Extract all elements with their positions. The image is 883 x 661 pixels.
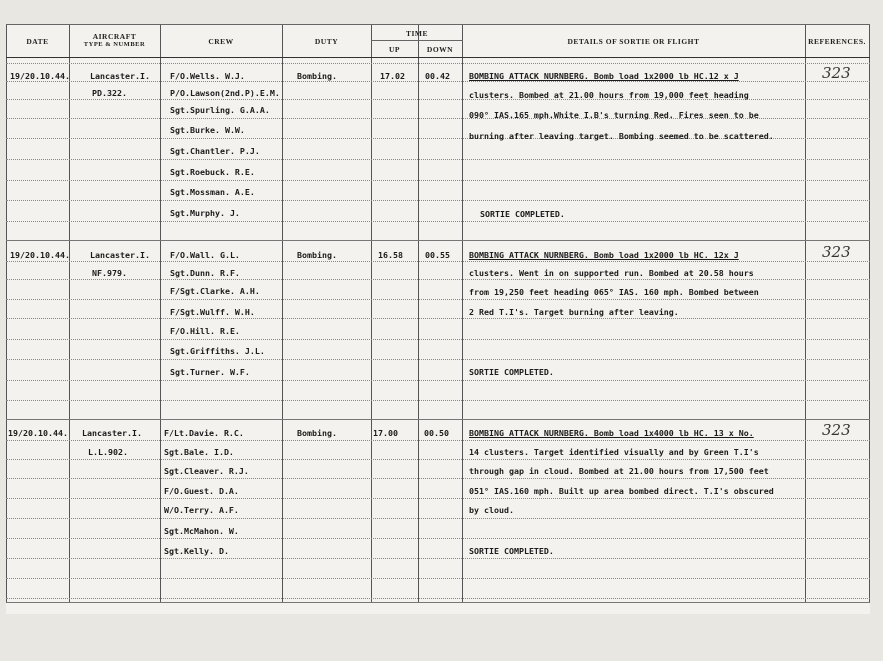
row-rule	[6, 578, 870, 579]
row-rule	[6, 221, 870, 222]
row-rule	[6, 518, 870, 519]
time-up: 17.00	[373, 428, 398, 438]
column-rule	[69, 24, 70, 602]
crew-member: Sgt.Griffiths. J.L.	[170, 346, 265, 356]
sortie-details-line: BOMBING ATTACK NURNBERG. Bomb load 1x2000 lb HC. 12x J	[469, 250, 739, 260]
header-references: REFERENCES.	[808, 37, 866, 46]
row-rule	[6, 558, 870, 559]
crew-member: F/O.Hill. R.E.	[170, 326, 240, 336]
time-down: 00.42	[425, 71, 450, 81]
sortie-details-line: 051° IAS.160 mph. Built up area bombed direct. T.I's obscured	[469, 486, 774, 496]
crew-member: Sgt.Roebuck. R.E.	[170, 167, 255, 177]
row-rule	[6, 538, 870, 539]
crew-member: F/Sgt.Wulff. W.H.	[170, 307, 255, 317]
column-rule	[371, 24, 372, 602]
row-rule	[6, 359, 870, 360]
aircraft-number: PD.322.	[92, 88, 127, 98]
row-rule	[6, 498, 870, 499]
row-rule	[6, 478, 870, 479]
crew-member: F/O.Wells. W.J.	[170, 71, 245, 81]
reference-number: 323	[822, 243, 851, 261]
row-rule	[6, 279, 870, 280]
header-date: DATE	[26, 37, 49, 46]
duty: Bombing.	[297, 71, 337, 81]
time-up: 16.58	[378, 250, 403, 260]
sortie-date: 19/20.10.44.	[8, 428, 68, 438]
row-rule	[6, 380, 870, 381]
row-rule	[6, 180, 870, 181]
time-down: 00.55	[425, 250, 450, 260]
sortie-separator-rule	[6, 602, 870, 603]
sortie-details-line: through gap in cloud. Bombed at 21.00 hours from 17,500 feet	[469, 466, 769, 476]
header-time-up: UP	[389, 45, 400, 54]
row-rule	[6, 159, 870, 160]
sortie-details-line: clusters. Bombed at 21.00 hours from 19,000 feet heading	[469, 90, 749, 100]
column-rule	[160, 24, 161, 602]
row-rule	[6, 81, 870, 82]
crew-member: Sgt.Chantler. P.J.	[170, 146, 260, 156]
row-rule	[6, 261, 870, 262]
row-rule	[6, 459, 870, 460]
crew-member: Sgt.Cleaver. R.J.	[164, 466, 249, 476]
sortie-completed: SORTIE COMPLETED.	[469, 546, 554, 556]
crew-member: P/O.Lawson(2nd.P).E.M.	[170, 88, 280, 98]
sortie-details-line: from 19,250 feet heading 065° IAS. 160 mph. Bombed between	[469, 287, 759, 297]
sortie-separator-rule	[6, 419, 870, 420]
duty: Bombing.	[297, 250, 337, 260]
row-rule	[6, 318, 870, 319]
time-subheader-rule	[371, 40, 463, 41]
column-rule	[869, 24, 870, 602]
aircraft-type: Lancaster.I.	[90, 250, 150, 260]
reference-number: 323	[822, 421, 851, 439]
header-crew: CREW	[208, 37, 234, 46]
column-rule	[805, 24, 806, 602]
sortie-separator-rule	[6, 240, 870, 241]
aircraft-type: Lancaster.I.	[90, 71, 150, 81]
column-rule	[462, 24, 463, 602]
aircraft-number: NF.979.	[92, 268, 127, 278]
row-rule	[6, 400, 870, 401]
row-rule	[6, 299, 870, 300]
sortie-details-line: 090° IAS.165 mph.White I.B's turning Red. Fires seen to be	[469, 110, 759, 120]
row-rule	[6, 339, 870, 340]
crew-member: Sgt.Murphy. J.	[170, 208, 240, 218]
sortie-date: 19/20.10.44.	[10, 71, 70, 81]
column-rule	[6, 24, 7, 602]
sortie-details-line: burning after leaving target. Bombing seemed to be scattered.	[469, 131, 774, 141]
header-time-down: DOWN	[426, 45, 454, 54]
crew-member: Sgt.Mossman. A.E.	[170, 187, 255, 197]
sortie-completed: SORTIE COMPLETED.	[469, 367, 554, 377]
header-duty: DUTY	[314, 37, 339, 46]
sortie-completed: SORTIE COMPLETED.	[480, 209, 565, 219]
sortie-details-line: 14 clusters. Target identified visually and by Green T.I's	[469, 447, 759, 457]
crew-member: Sgt.Bale. I.D.	[164, 447, 234, 457]
crew-member: Sgt.Burke. W.W.	[170, 125, 245, 135]
aircraft-number: L.L.902.	[88, 447, 128, 457]
time-down: 00.50	[424, 428, 449, 438]
sortie-details-line: by cloud.	[469, 505, 514, 515]
header-time: TIME	[405, 29, 428, 38]
crew-member: Sgt.Kelly. D.	[164, 546, 229, 556]
row-rule	[6, 63, 870, 64]
header-top-rule	[6, 24, 870, 25]
header-details: DETAILS OF SORTIE OR FLIGHT	[567, 37, 700, 46]
crew-member: Sgt.McMahon. W.	[164, 526, 239, 536]
row-rule	[6, 200, 870, 201]
duty: Bombing.	[297, 428, 337, 438]
crew-member: Sgt.Turner. W.F.	[170, 367, 250, 377]
header-bottom-rule	[6, 57, 870, 58]
column-rule	[418, 24, 419, 602]
row-rule	[6, 598, 870, 599]
sortie-details-line: clusters. Went in on supported run. Bombed at 20.58 hours	[469, 268, 754, 278]
header-aircraft: AIRCRAFT	[92, 32, 137, 41]
aircraft-type: Lancaster.I.	[82, 428, 142, 438]
crew-member: F/Lt.Davie. R.C.	[164, 428, 244, 438]
crew-member: F/O.Guest. D.A.	[164, 486, 239, 496]
crew-member: W/O.Terry. A.F.	[164, 505, 239, 515]
time-up: 17.02	[380, 71, 405, 81]
sortie-details-line: BOMBING ATTACK NURNBERG. Bomb load 1x2000 lb HC.12 x J	[469, 71, 739, 81]
header-aircraft-type: TYPE & NUMBER	[83, 41, 146, 48]
row-rule	[6, 440, 870, 441]
crew-member: F/Sgt.Clarke. A.H.	[170, 286, 260, 296]
crew-member: Sgt.Dunn. R.F.	[170, 268, 240, 278]
crew-member: Sgt.Spurling. G.A.A.	[170, 105, 270, 115]
sortie-details-line: 2 Red T.I's. Target burning after leaving.	[469, 307, 679, 317]
sortie-date: 19/20.10.44.	[10, 250, 70, 260]
sortie-details-line: BOMBING ATTACK NURNBERG. Bomb load 1x4000 lb HC. 13 x No.	[469, 428, 754, 438]
column-rule	[282, 24, 283, 602]
crew-member: F/O.Wall. G.L.	[170, 250, 240, 260]
reference-number: 323	[822, 64, 851, 82]
